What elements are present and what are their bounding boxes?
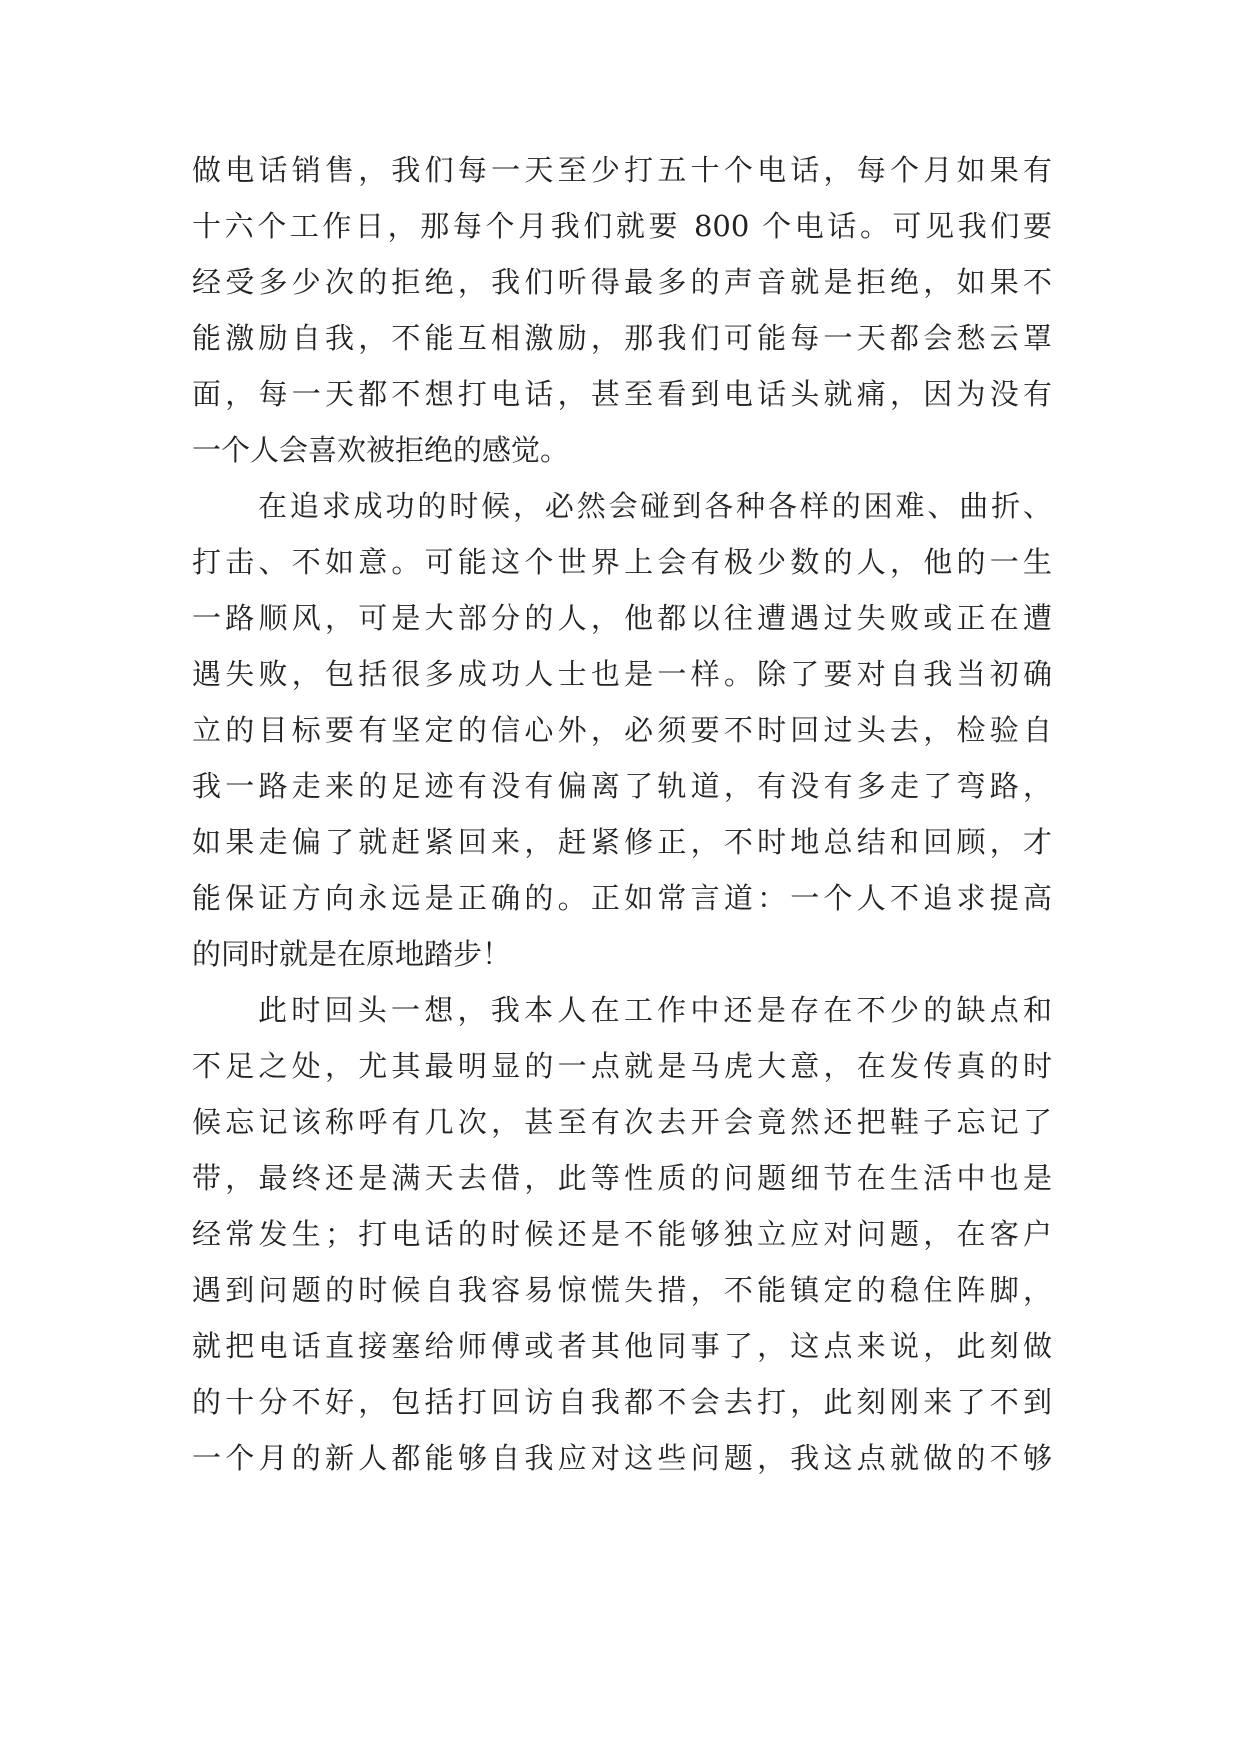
text-line: 经常发生；打电话的时候还是不能够独立应对问题，在客户 — [192, 1217, 1052, 1251]
text-line: 的十分不好，包括打回访自我都不会去打，此刻刚来了不到 — [192, 1385, 1052, 1419]
text-line: 十六个工作日，那每个月我们就要 800 个电话。可见我们要 — [192, 209, 1052, 243]
text-line: 一个月的新人都能够自我应对这些问题，我这点就做的不够 — [192, 1441, 1052, 1475]
text-line: 面，每一天都不想打电话，甚至看到电话头就痛，因为没有 — [192, 377, 1052, 411]
text-line: 如果走偏了就赶紧回来，赶紧修正，不时地总结和回顾，才 — [192, 825, 1052, 859]
text-line: 打击、不如意。可能这个世界上会有极少数的人，他的一生 — [192, 545, 1052, 579]
text-line: 一路顺风，可是大部分的人，他都以往遭遇过失败或正在遭 — [192, 601, 1052, 635]
text-line: 我一路走来的足迹有没有偏离了轨道，有没有多走了弯路， — [192, 769, 1052, 803]
text-line: 立的目标要有坚定的信心外，必须要不时回过头去，检验自 — [192, 713, 1052, 747]
text-line: 遇到问题的时候自我容易惊慌失措，不能镇定的稳住阵脚， — [192, 1273, 1052, 1307]
text-line: 能保证方向永远是正确的。正如常言道：一个人不追求提高 — [192, 881, 1052, 915]
text-line: 不足之处，尤其最明显的一点就是马虎大意，在发传真的时 — [192, 1049, 1052, 1083]
text-line: 一个人会喜欢被拒绝的感觉。 — [192, 433, 570, 467]
text-line: 候忘记该称呼有几次，甚至有次去开会竟然还把鞋子忘记了 — [192, 1105, 1052, 1139]
text-line: 做电话销售，我们每一天至少打五十个电话，每个月如果有 — [192, 153, 1052, 187]
text-line: 能激励自我，不能互相激励，那我们可能每一天都会愁云罩 — [192, 321, 1052, 355]
text-line: 带，最终还是满天去借，此等性质的问题细节在生活中也是 — [192, 1161, 1052, 1195]
text-line: 的同时就是在原地踏步！ — [192, 937, 512, 971]
text-line: 遇失败，包括很多成功人士也是一样。除了要对自我当初确 — [192, 657, 1052, 691]
text-line: 经受多少次的拒绝，我们听得最多的声音就是拒绝，如果不 — [192, 265, 1052, 299]
text-line: 就把电话直接塞给师傅或者其他同事了，这点来说，此刻做 — [192, 1329, 1052, 1363]
text-line: 此时回头一想，我本人在工作中还是存在不少的缺点和 — [258, 993, 1052, 1027]
text-line: 在追求成功的时候，必然会碰到各种各样的困难、曲折、 — [258, 489, 1052, 523]
